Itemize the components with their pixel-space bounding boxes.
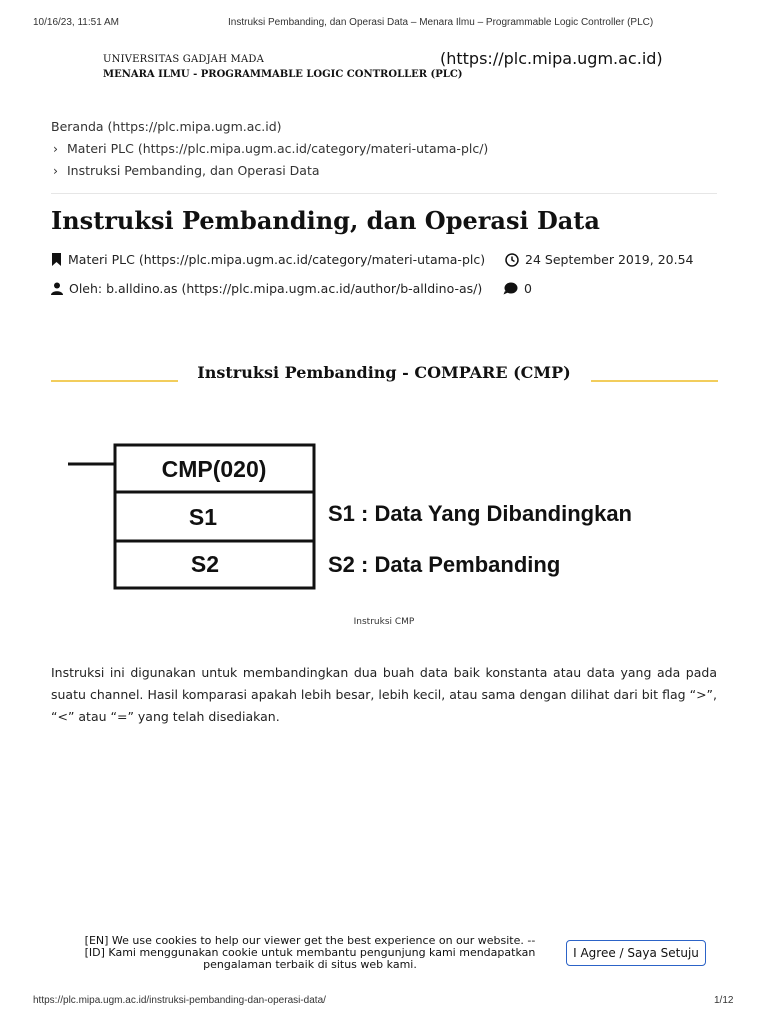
site-university: UNIVERSITAS GADJAH MADA [103, 54, 265, 65]
cmp-label-s2: S2 : Data Pembanding [328, 552, 561, 577]
section-heading: Instruksi Pembanding - COMPARE (CMP) [197, 363, 571, 382]
print-page-number: 1/12 [714, 995, 734, 1006]
chevron-right-icon: › [53, 163, 58, 178]
clock-icon [505, 253, 519, 267]
author-link: Oleh: b.alldino.as (https://plc.mipa.ugm.ac.id/author/b-alldino-as/) [69, 281, 483, 296]
bookmark-icon [51, 253, 62, 266]
cookie-line-id-cont: pengalaman terbaik di situs web kami. [203, 958, 417, 971]
article-paragraph: Instruksi ini digunakan untuk membandingkan dua buah data baik konstanta atau data yang ada pada suatu channel. Hasil komparasi apakah lebih besar, lebih kecil, atau sama dengan dilihat dari bit flag “>”, “<” atau “=” yang telah disediakan. [51, 665, 717, 724]
breadcrumb-category[interactable] [53, 141, 488, 156]
site-url[interactable]: (https://plc.mipa.ugm.ac.id) [440, 49, 663, 68]
cmp-label-s1: S1 : Data Yang Dibandingkan [328, 501, 632, 526]
chevron-right-icon: › [53, 141, 58, 156]
meta-category[interactable] [51, 252, 485, 267]
print-datetime: 10/16/23, 11:51 AM [33, 17, 119, 28]
section-divider-right [591, 380, 718, 382]
cookie-line-id: [ID] Kami menggunakan cookie untuk membantu pengunjung kami mendapatkan [84, 946, 536, 959]
breadcrumb-label: Instruksi Pembanding, dan Operasi Data [67, 163, 320, 178]
cmp-row-s2: S2 [190, 551, 220, 577]
post-date: 24 September 2019, 20.54 [525, 252, 694, 267]
figure-caption: Instruksi CMP [353, 617, 415, 627]
page-title: Instruksi Pembanding, dan Operasi Data [51, 206, 600, 235]
meta-comments[interactable] [503, 281, 532, 296]
user-icon [51, 282, 63, 295]
cookie-agree-button[interactable]: I Agree / Saya Setuju [566, 940, 706, 966]
cookie-line-en: [EN] We use cookies to help our viewer get the best experience on our website. -- [84, 934, 536, 947]
breadcrumb-home[interactable] [51, 119, 282, 134]
cookie-message [60, 935, 560, 971]
category-link: Materi PLC (https://plc.mipa.ugm.ac.id/category/materi-utama-plc) [68, 252, 486, 267]
site-name[interactable]: MENARA ILMU - PROGRAMMABLE LOGIC CONTROLLER (PLC) [103, 69, 463, 80]
comment-icon [503, 282, 518, 295]
print-doc-title: Instruksi Pembanding, dan Operasi Data – Menara Ilmu – Programmable Logic Controller (PLC) [228, 17, 654, 28]
meta-date [505, 252, 694, 267]
meta-author[interactable] [51, 281, 482, 296]
comment-count: 0 [524, 281, 532, 296]
divider [51, 193, 717, 194]
breadcrumb-label: Beranda (https://plc.mipa.ugm.ac.id) [51, 119, 282, 134]
breadcrumb-current [53, 163, 320, 178]
print-footer-url: https://plc.mipa.ugm.ac.id/instruksi-pembanding-dan-operasi-data/ [33, 995, 326, 1006]
cmp-instruction-image [60, 435, 720, 595]
breadcrumb-label: Materi PLC (https://plc.mipa.ugm.ac.id/category/materi-utama-plc/) [67, 141, 489, 156]
cmp-box-title: CMP(020) [161, 456, 267, 482]
cmp-row-s1: S1 [188, 504, 218, 530]
